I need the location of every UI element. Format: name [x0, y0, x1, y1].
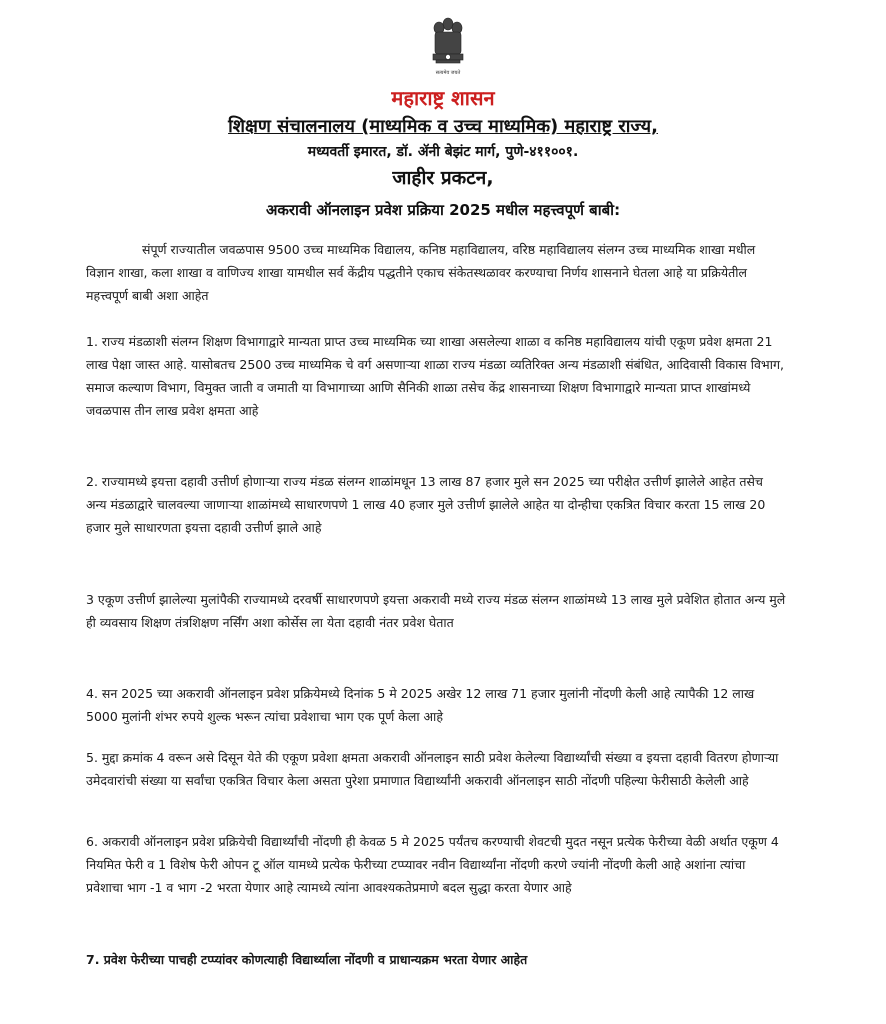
point-3: 3 एकूण उत्तीर्ण झालेल्या मुलांपैकी राज्यामध्ये दरवर्षी साधारणपणे इयत्ता अकरावी मध्ये राज्य मंडळ संलग्न शाळांमध्ये 13 लाख मुले प्रवेशित होतात अन्य मुले ही व्यवसाय शिक्षण तंत्रशिक्षण नर्सिंग अशा कोर्सेस ला येता दहावी नंतर प्रवेश घेतात [86, 592, 786, 630]
point-4: 4. सन 2025 च्या अकरावी ऑनलाइन प्रवेश प्रक्रियेमध्ये दिनांक 5 मे 2025 अखेर 12 लाख 71 हजार मुलांनी नोंदणी केली आहे त्यापैकी 12 लाख 5000 मुलांनी शंभर रुपये शुल्क भरून त्यांचा प्रवेशाचा भाग एक पूर्ण केला आहे [86, 686, 755, 724]
emblem-motto: सत्यमेव जयते [435, 70, 461, 76]
point-2: 2. राज्यामध्ये इयत्ता दहावी उत्तीर्ण होणाऱ्या राज्य मंडळ संलग्न शाळांमधून 13 लाख 87 हजार मुले सन 2025 च्या परीक्षेत उत्तीर्ण झालेले आहेत तसेच अन्य मंडळाद्वारे चालवल्या जाणाऱ्या शाळांमध्ये साधारणपणे 1 लाख 40 हजार मुले उत्तीर्ण झालेले आहेत या दोन्हीचा एकत्रित विचार करता 15 लाख 20 हजार मुले साधारणता इयत्ता दहावी उत्तीर्ण झाले आहे [86, 474, 766, 535]
notice-title: जाहीर प्रकटन, [392, 167, 494, 189]
office-address: मध्यवर्ती इमारत, डॉ. ॲनी बेझंट मार्ग, पुणे-४११००१. [307, 144, 579, 160]
government-name: महाराष्ट्र शासन [391, 86, 495, 110]
office-name: शिक्षण संचालनालय (माध्यमिक व उच्च माध्यमिक) महाराष्ट्र राज्य, [228, 116, 658, 137]
point-6: 6. अकरावी ऑनलाइन प्रवेश प्रक्रियेची विद्यार्थ्यांची नोंदणी ही केवळ 5 मे 2025 पर्यंतच करण्याची शेवटची मुदत नसून प्रत्येक फेरीच्या वेळी अर्थात एकूण 4 नियमित फेरी व 1 विशेष फेरी ओपन टू ऑल यामध्ये प्रत्येक फेरीच्या टप्प्यावर नवीन विद्यार्थ्यांना नोंदणी करणे ज्यांनी नोंदणी केली आहे अशांना त्यांचा प्रवेशाचा भाग -1 व भाग -2 भरता येणार आहे त्यामध्ये त्यांना आवश्यकतेप्रमाणे बदल सुद्धा करता येणार आहे [86, 834, 779, 895]
point-7: 7. प्रवेश फेरीच्या पाचही टप्प्यांवर कोणत्याही विद्यार्थ्याला नोंदणी व प्राधान्यक्रम भरता येणार आहेत [86, 952, 528, 967]
notice-subject: अकरावी ऑनलाइन प्रवेश प्रक्रिया 2025 मधील महत्त्वपूर्ण बाबी: [265, 201, 621, 219]
point-5: 5. मुद्दा क्रमांक 4 वरून असे दिसून येते की एकूण प्रवेशा क्षमता अकरावी ऑनलाइन साठी प्रवेश केलेल्या विद्यार्थ्यांची संख्या व इयत्ता दहावी वितरण होणाऱ्या उमेदवारांची संख्या या सर्वांचा एकत्रित विचार केला असता पुरेशा प्रमाणात विद्यार्थ्यांनी अकरावी ऑनलाइन साठी नोंदणी पहिल्या फेरीसाठी केलेली आहे [86, 750, 779, 788]
point-1: 1. राज्य मंडळाशी संलग्न शिक्षण विभागाद्वारे मान्यता प्राप्त उच्च माध्यमिक च्या शाखा असलेल्या शाळा व कनिष्ठ महाविद्यालय यांची एकूण प्रवेश क्षमता 21 लाख पेक्षा जास्त आहे. यासोबतच 2500 उच्च माध्यमिक चे वर्ग असणाऱ्या शाळा राज्य मंडळा व्यतिरिक्त अन्य मंडळाशी संबंधित, आदिवासी विकास विभाग, समाज कल्याण विभाग, विमुक्त जाती व जमाती या विभागाच्या आणि सैनिकी शाळा तसेच केंद्र शासनाच्या शिक्षण विभागाद्वारे मान्यता प्राप्त शाखांमध्ये जवळपास तीन लाख प्रवेश क्षमता आहे [86, 334, 784, 418]
ashoka-emblem-icon [428, 14, 468, 78]
intro-paragraph: संपूर्ण राज्यातील जवळपास 9500 उच्च माध्यमिक विद्यालय, कनिष्ठ महाविद्यालय, वरिष्ठ महाविद्यालय संलग्न उच्च माध्यमिक शाखा मधील विज्ञान शाखा, कला शाखा व वाणिज्य शाखा यामधील सर्व केंद्रीय पद्धतीने एकाच संकेतस्थळावर करण्याचा निर्णय शासनाने घेतला आहे या प्रक्रियेतील महत्त्वपूर्ण बाबी अशा आहेत [86, 242, 756, 303]
